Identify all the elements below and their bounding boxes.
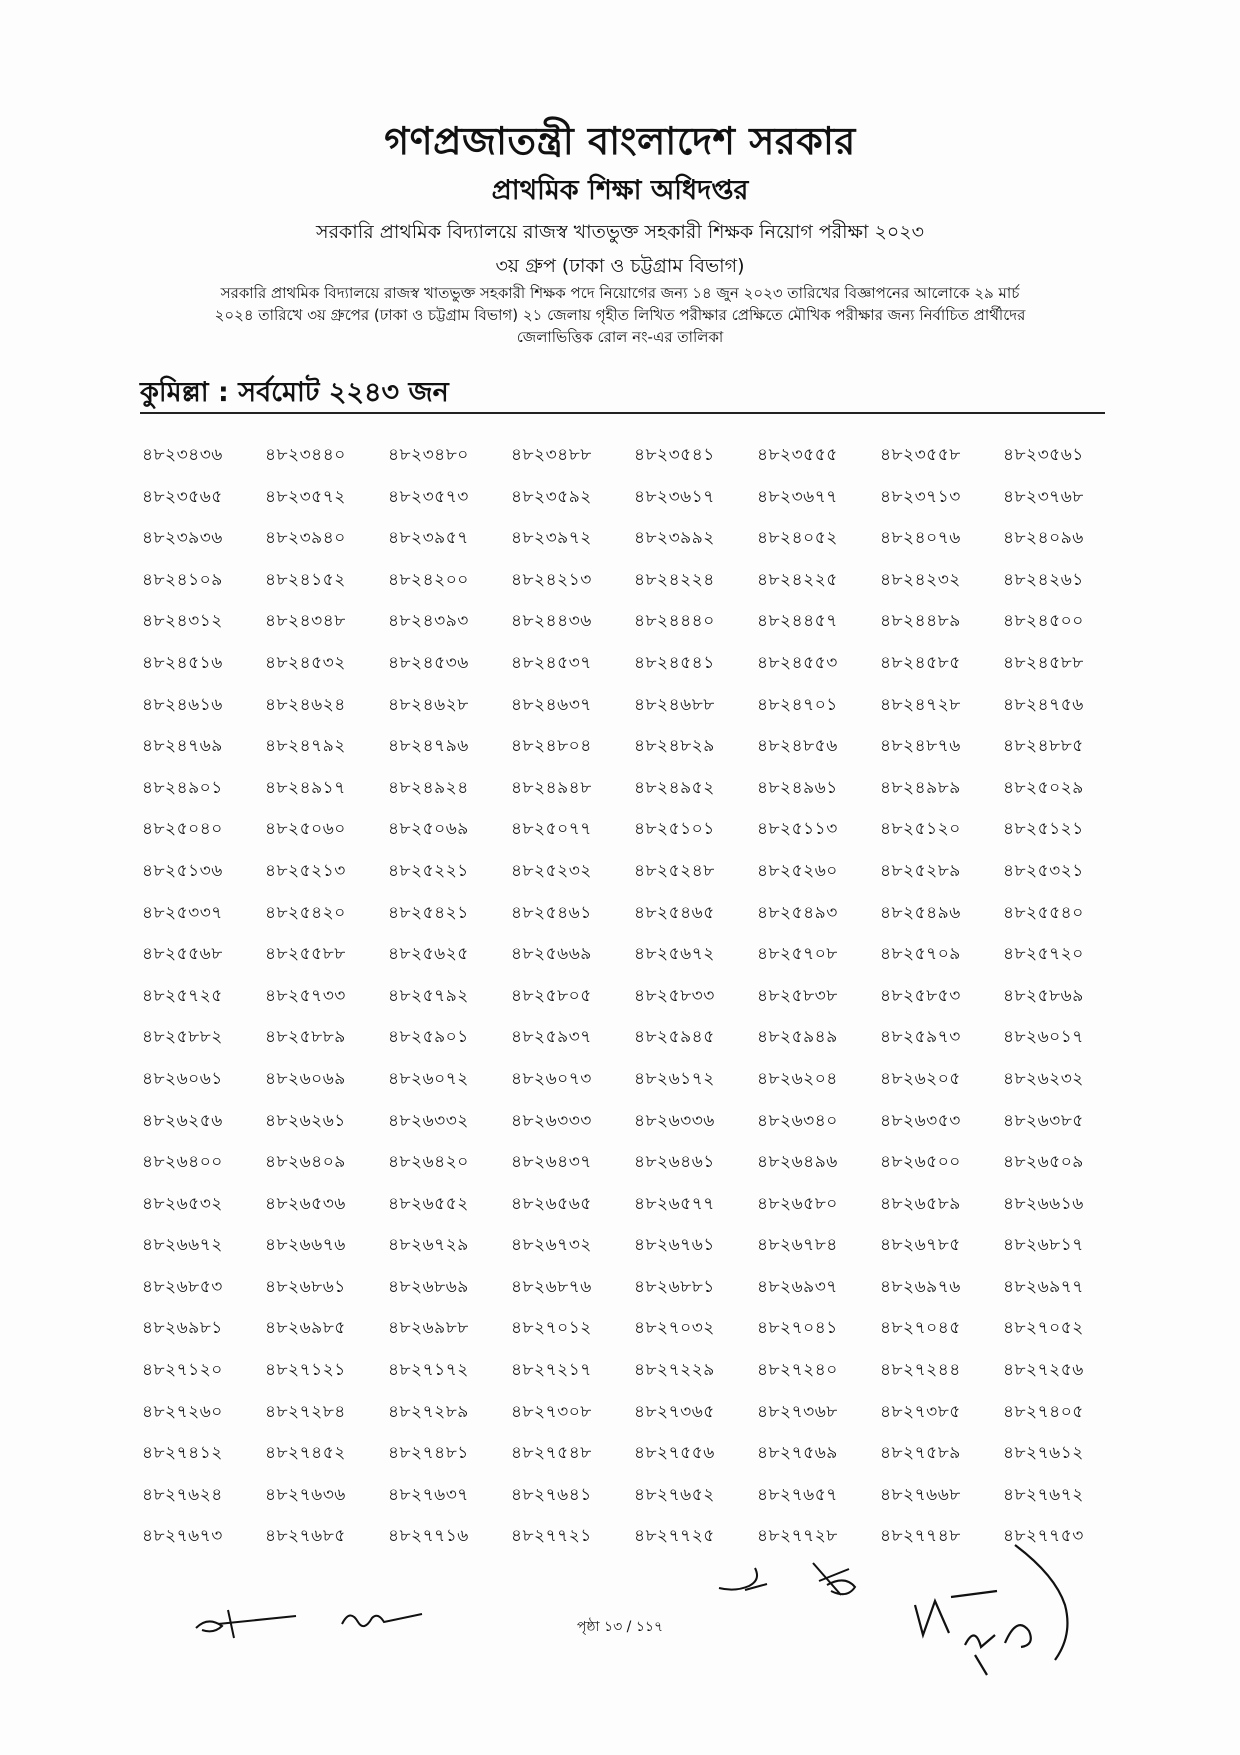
roll-number-cell: ৪৮২৭২৫৬ [1003,1360,1084,1381]
roll-number-cell: ৪৮২৩৭৬৮ [1003,486,1084,507]
department-title: প্রাথমিক শিক্ষা অধিদপ্তর [491,175,749,206]
roll-number-cell: ৪৮২৬৫৩৬ [265,1193,346,1214]
roll-number-cell: ৪৮২৪৫৮৮ [1003,652,1084,673]
roll-number-cell: ৪৮২৪৮৭৬ [880,736,961,757]
roll-number-cell: ৪৮২৭৩৬৮ [757,1401,838,1422]
roll-number-cell: ৪৮২৪৮২৯ [634,736,715,757]
roll-number-cell: ৪৮২৬৩৩৬ [634,1110,715,1131]
roll-number-cell: ৪৮২৬০৬১ [142,1068,223,1089]
roll-number-cell: ৪৮২৪৫৫৩ [757,652,838,673]
page-number: পৃষ্ঠা ১৩ / ১১৭ [576,1619,664,1635]
roll-number-cell: ৪৮২৭৬৩৭ [388,1484,469,1505]
roll-number-cell: ৪৮২৫৭৩৩ [265,985,346,1006]
roll-number-cell: ৪৮২৫৪৬১ [511,902,592,923]
roll-number-cell: ৪৮২৫৯৪৫ [634,1027,715,1048]
roll-number-cell: ৪৮২৪৯৪৮ [511,777,592,798]
signature-4 [805,1555,865,1605]
roll-number-cell: ৪৮২৫৯৩৭ [511,1027,592,1048]
roll-number-cell: ৪৮২৪৬২৪ [265,694,346,715]
roll-number-cell: ৪৮২৬৩৮৫ [1003,1110,1084,1131]
roll-number-cell: ৪৮২৭৪৮১ [388,1443,469,1464]
roll-number-cell: ৪৮২৬০৭২ [388,1068,469,1089]
roll-number-cell: ৪৮২৭৬৮৫ [265,1526,346,1547]
roll-number-cell: ৪৮২৫০২৯ [1003,777,1084,798]
roll-number-cell: ৪৮২৬৮৫৩ [142,1276,223,1297]
roll-number-cell: ৪৮২৩৫৯২ [511,486,592,507]
roll-number-cell: ৪৮২৬৬৭২ [142,1235,223,1256]
roll-number-cell: ৪৮২৫২৪৮ [634,860,715,881]
roll-number-cell: ৪৮২৬৮১৭ [1003,1235,1084,1256]
roll-number-cell: ৪৮২৫১৩৬ [142,860,223,881]
roll-number-cell: ৪৮২৬৫০০ [880,1152,961,1173]
roll-number-cell: ৪৮২৭২৬০ [142,1401,223,1422]
roll-number-cell: ৪৮২৬৪৯৬ [757,1152,838,1173]
roll-number-cell: ৪৮২৭৬৩৬ [265,1484,346,1505]
roll-number-cell: ৪৮২৬৯৩৭ [757,1276,838,1297]
roll-number-cell: ৪৮২৭২৮৪ [265,1401,346,1422]
roll-number-cell: ৪৮২৭৬২৪ [142,1484,223,1505]
roll-number-cell: ৪৮২৬৮৮১ [634,1276,715,1297]
notice-line-2: ২০২৪ তারিখে ৩য় গ্রুপের (ঢাকা ও চট্টগ্রাম বিভাগ) ২১ জেলায় গৃহীত লিখিত পরীক্ষার প্রেক্ষিতে মৌখিক পরীক্ষার জন্য নির্বাচিত প্রার্থীদের [214,306,1026,324]
roll-number-cell: ৪৮২৫৮৬৯ [1003,985,1084,1006]
roll-number-cell: ৪৮২৬৪৬১ [634,1152,715,1173]
roll-number-cell: ৪৮২৪৯৬১ [757,777,838,798]
roll-number-cell: ৪৮২৩৯৪০ [265,528,346,549]
roll-number-cell: ৪৮২৭২৮৯ [388,1401,469,1422]
roll-number-cell: ৪৮২৫৮৩৩ [634,985,715,1006]
roll-number-cell: ৪৮২৫৯৭৩ [880,1027,961,1048]
roll-number-cell: ৪৮২৪৮৫৬ [757,736,838,757]
roll-number-cell: ৪৮২৬৯৭৬ [880,1276,961,1297]
roll-number-cell: ৪৮২৬০৬৯ [265,1068,346,1089]
roll-number-cell: ৪৮২৬৫৮৯ [880,1193,961,1214]
roll-number-cell: ৪৮২৭৭৫৩ [1003,1526,1084,1547]
roll-number-cell: ৪৮২৩৫৫৮ [880,445,961,465]
roll-number-cell: ৪৮২৬৫৩২ [142,1193,223,1214]
roll-number-cell: ৪৮২৫০৪০ [142,819,223,840]
roll-number-cell: ৪৮২৭৪০৫ [1003,1401,1084,1422]
roll-number-cell: ৪৮২৬২০৪ [757,1068,838,1089]
roll-number-cell: ৪৮২৫৪২০ [265,902,346,923]
heading-underline [140,412,1105,414]
roll-number-cell: ৪৮২৭১২০ [142,1360,223,1381]
roll-number-cell: ৪৮২৪২১৩ [511,569,592,590]
roll-number-cell: ৪৮২৪০৫২ [757,528,838,549]
roll-number-cell: ৪৮২৪১৫২ [265,569,346,590]
roll-number-cell: ৪৮২৬৪২০ [388,1152,469,1173]
roll-number-cell: ৪৮২৫১০১ [634,819,715,840]
roll-number-cell: ৪৮২৬৮৬১ [265,1276,346,1297]
roll-number-cell: ৪৮২৫০৬০ [265,819,346,840]
roll-number-cell: ৪৮২৫৮৩৮ [757,985,838,1006]
roll-number-cell: ৪৮২৬৭৬১ [634,1235,715,1256]
roll-number-cell: ৪৮২৫৭০৮ [757,944,838,965]
roll-number-cell: ৪৮২৪৭৯৬ [388,736,469,757]
roll-number-cell: ৪৮২৭২১৭ [511,1360,592,1381]
roll-number-cell: ৪৮২৭৭১৬ [388,1526,469,1547]
roll-number-cell: ৪৮২৪৭৫৬ [1003,694,1084,715]
roll-number-cell: ৪৮২৪৫৩২ [265,652,346,673]
roll-number-cell: ৪৮২৫১২১ [1003,819,1084,840]
roll-number-cell: ৪৮২৭৩৮৫ [880,1401,961,1422]
roll-number-cell: ৪৮২৬৬১৬ [1003,1193,1084,1214]
roll-number-cell: ৪৮২৫৬৭২ [634,944,715,965]
roll-number-cell: ৪৮২৪৭৬৯ [142,736,223,757]
roll-number-cell: ৪৮২৬৯৮৮ [388,1318,469,1339]
roll-number-cell: ৪৮২৩৬৭৭ [757,486,838,507]
roll-number-cell: ৪৮২৭০৩২ [634,1318,715,1339]
roll-number-cell: ৪৮২৬৫৭৭ [634,1193,715,1214]
roll-number-cell: ৪৮২৬৮৭৬ [511,1276,592,1297]
roll-number-cell: ৪৮২৪২৬১ [1003,569,1084,590]
roll-number-cell: ৪৮২৫২৮৯ [880,860,961,881]
roll-number-cell: ৪৮২৫৮৮২ [142,1027,223,1048]
roll-number-cell: ৪৮২৭৪৫২ [265,1443,346,1464]
roll-number-cell: ৪৮২৫৫৬৮ [142,944,223,965]
roll-number-cell: ৪৮২৪৬১৬ [142,694,223,715]
roll-number-cell: ৪৮২৪২০০ [388,569,469,590]
roll-number-cell: ৪৮২৩৭১৩ [880,486,961,507]
signature-5 [905,1535,1080,1685]
roll-number-cell: ৪৮২৪৪৩৬ [511,611,592,632]
roll-number-cell: ৪৮২৬৭৮৪ [757,1235,838,1256]
roll-number-cell: ৪৮২৭০১২ [511,1318,592,1339]
roll-number-cell: ৪৮২৪৫০০ [1003,611,1084,632]
roll-number-cell: ৪৮২৬১৭২ [634,1068,715,1089]
roll-number-cell: ৪৮২৫৫৮৮ [265,944,346,965]
roll-number-cell: ৪৮২৪০৭৬ [880,528,961,549]
notice-text [140,282,1100,348]
roll-number-cell: ৪৮২৭১৭২ [388,1360,469,1381]
roll-number-cell: ৪৮২৪৫১৬ [142,652,223,673]
roll-number-cell: ৪৮২৬৭৩২ [511,1235,592,1256]
roll-number-cell: ৪৮২৭১২১ [265,1360,346,1381]
roll-number-cell: ৪৮২৬২০৫ [880,1068,961,1089]
roll-number-cell: ৪৮২৩৫৭৩ [388,486,469,507]
roll-number-cell: ৪৮২৫৩২১ [1003,860,1084,881]
roll-number-cell: ৪৮২৪৫৪১ [634,652,715,673]
notice-line-3: জেলাভিত্তিক রোল নং-এর তালিকা [516,328,724,346]
roll-number-cell: ৪৮২৬৫৮০ [757,1193,838,1214]
roll-number-cell: ৪৮২৫০৭৭ [511,819,592,840]
roll-number-cell: ৪৮২৭৭২৮ [757,1526,838,1547]
roll-number-cell: ৪৮২৩৯৫৭ [388,528,469,549]
roll-number-cell: ৪৮২৫৭২৫ [142,985,223,1006]
roll-number-cell: ৪৮২৫৯৪৯ [757,1027,838,1048]
roll-number-cell: ৪৮২৫৭০৯ [880,944,961,965]
roll-number-cell: ৪৮২৭৫৮৯ [880,1443,961,1464]
roll-number-cell: ৪৮২৪৭৯২ [265,736,346,757]
roll-number-cell: ৪৮২৬৬৭৬ [265,1235,346,1256]
roll-number-cell: ৪৮২৫৬৬৯ [511,944,592,965]
roll-number-cell: ৪৮২৬৪৩৭ [511,1152,592,1173]
roll-number-cell: ৪৮২৭০৪১ [757,1318,838,1339]
roll-number-cell: ৪৮২৫৯০১ [388,1027,469,1048]
roll-number-cell: ৪৮২৭৭২১ [511,1526,592,1547]
roll-number-cell: ৪৮২৬৩৩৩ [511,1110,592,1131]
roll-number-cell: ৪৮২৩৫৪১ [634,445,715,465]
roll-number-cell: ৪৮২৭৫৫৬ [634,1443,715,1464]
roll-number-cell: ৪৮২৫২৩২ [511,860,592,881]
roll-number-cell: ৪৮২৩৪৩৬ [142,445,223,465]
roll-number-cell: ৪৮২৬৯৭৭ [1003,1276,1084,1297]
roll-number-cell: ৪৮২৭৫৪৮ [511,1443,592,1464]
roll-number-cell: ৪৮২৫৮৫৩ [880,985,961,1006]
roll-number-cell: ৪৮২৪৯৮৯ [880,777,961,798]
roll-number-cell: ৪৮২৪৩১২ [142,611,223,632]
roll-number-cell: ৪৮২৩৪৮০ [388,445,469,465]
notice-line-1: সরকারি প্রাথমিক বিদ্যালয়ে রাজস্ব খাতভুক্ত সহকারী শিক্ষক পদে নিয়োগের জন্য ১৪ জুন ২০২৩ তারিখের বিজ্ঞাপনের আলোকে ২৯ মার্চ [220,284,1020,302]
roll-number-cell: ৪৮২৬৫০৯ [1003,1152,1084,1173]
roll-number-cell: ৪৮২৪৪৫৭ [757,611,838,632]
roll-number-cell: ৪৮২৭০৫২ [1003,1318,1084,1339]
roll-number-cell: ৪৮২৬০১৭ [1003,1027,1084,1048]
roll-number-cell: ৪৮২৬৯৮৫ [265,1318,346,1339]
roll-number-cell: ৪৮২৫১২০ [880,819,961,840]
roll-number-cell: ৪৮২৪২৩২ [880,569,961,590]
roll-number-cell: ৪৮২৪৭২৮ [880,694,961,715]
roll-number-cell: ৪৮২৩৯৭২ [511,528,592,549]
roll-number-cell: ৪৮২৫০৬৯ [388,819,469,840]
roll-number-cell: ৪৮২৭২২৯ [634,1360,715,1381]
roll-number-cell: ৪৮২৫৭২০ [1003,944,1084,965]
roll-number-cell: ৪৮২৫২৬০ [757,860,838,881]
roll-number-cell: ৪৮২৫৩৩৭ [142,902,223,923]
district-heading: কুমিল্লা : সর্বমোট ২২৪৩ জন [140,377,449,408]
roll-number-cell: ৪৮২৭৭২৫ [634,1526,715,1547]
roll-number-cell: ৪৮২৪৬৮৮ [634,694,715,715]
roll-number-cell: ৪৮২৭৩০৮ [511,1401,592,1422]
roll-number-cell: ৪৮২৪৯০১ [142,777,223,798]
roll-number-cell: ৪৮২৪৪৮৯ [880,611,961,632]
roll-number-cell: ৪৮২৪৫৮৫ [880,652,961,673]
roll-number-cell: ৪৮২৭৬৪১ [511,1484,592,1505]
roll-number-cell: ৪৮২৪৯৫২ [634,777,715,798]
roll-number-cell: ৪৮২৫২২১ [388,860,469,881]
roll-number-cell: ৪৮২৫৮৮৯ [265,1027,346,1048]
roll-number-cell: ৪৮২৭২৪০ [757,1360,838,1381]
roll-number-cell: ৪৮২৬৫৫২ [388,1193,469,1214]
roll-number-cell: ৪৮২৬৪০০ [142,1152,223,1173]
roll-number-cell: ৪৮২৪৯২৪ [388,777,469,798]
roll-number-cell: ৪৮২৪৩৪৮ [265,611,346,632]
signature-3 [715,1560,775,1600]
roll-number-cell: ৪৮২৬৭৮৫ [880,1235,961,1256]
roll-number-cell: ৪৮২৫৭৯২ [388,985,469,1006]
roll-number-cell: ৪৮২৪৫৩৬ [388,652,469,673]
roll-number-cell: ৪৮২৬২৩২ [1003,1068,1084,1089]
roll-number-cell: ৪৮২৭৬৫৭ [757,1484,838,1505]
roll-number-cell: ৪৮২৬৮৬৯ [388,1276,469,1297]
roll-number-cell: ৪৮২৭৩৬৫ [634,1401,715,1422]
roll-number-cell: ৪৮২৪০৯৬ [1003,528,1084,549]
roll-number-cell: ৪৮২৫২১৩ [265,860,346,881]
roll-number-cell: ৪৮২৪১০৯ [142,569,223,590]
roll-number-cell: ৪৮২৬২৫৬ [142,1110,223,1131]
roll-number-cell: ৪৮২৫৪৯৩ [757,902,838,923]
roll-number-cell: ৪৮২৫৪৯৬ [880,902,961,923]
roll-number-cell: ৪৮২৪৩৯৩ [388,611,469,632]
roll-number-cell: ৪৮২৩৬১৭ [634,486,715,507]
roll-number-cell: ৪৮২৭৫৬৯ [757,1443,838,1464]
roll-number-cell: ৪৮২৩৫৬৫ [142,486,223,507]
roll-number-cell: ৪৮২৪৮০৪ [511,736,592,757]
roll-number-cell: ৪৮২৫৪২১ [388,902,469,923]
roll-number-cell: ৪৮২৬৭২৯ [388,1235,469,1256]
group-title: ৩য় গ্রুপ (ঢাকা ও চট্টগ্রাম বিভাগ) [495,255,745,277]
roll-number-cell: ৪৮২৪৮৮৫ [1003,736,1084,757]
roll-number-cell: ৪৮২৫৬২৫ [388,944,469,965]
roll-number-cell: ৪৮২৪৬৩৭ [511,694,592,715]
government-title: গণপ্রজাতন্ত্রী বাংলাদেশ সরকার [384,119,856,163]
roll-number-cell: ৪৮২৭৬৬৮ [880,1484,961,1505]
exam-title: সরকারি প্রাথমিক বিদ্যালয়ে রাজস্ব খাতভুক্ত সহকারী শিক্ষক নিয়োগ পরীক্ষা ২০২৩ [316,221,924,243]
roll-number-cell: ৪৮২৪২২৫ [757,569,838,590]
roll-number-cell: ৪৮২৩৫৬১ [1003,445,1084,465]
roll-number-cell: ৪৮২৭৬৫২ [634,1484,715,1505]
roll-number-cell: ৪৮২৭৭৪৮ [880,1526,961,1547]
roll-number-cell: ৪৮২৬৩৪০ [757,1110,838,1131]
roll-number-cell: ৪৮২৪৬২৮ [388,694,469,715]
roll-number-cell: ৪৮২৩৪৪০ [265,445,346,465]
roll-number-cell: ৪৮২৫৮০৫ [511,985,592,1006]
roll-number-cell: ৪৮২৭২৪৪ [880,1360,961,1381]
roll-number-cell: ৪৮২৩৪৮৮ [511,445,592,465]
roll-number-cell: ৪৮২৬৩৫৩ [880,1110,961,1131]
roll-number-cell: ৪৮২৭০৪৫ [880,1318,961,1339]
roll-number-cell: ৪৮২৪৭০১ [757,694,838,715]
roll-number-cell: ৪৮২৫৪৬৫ [634,902,715,923]
roll-number-cell: ৪৮২৬৫৬৫ [511,1193,592,1214]
roll-number-cell: ৪৮২৫১১৩ [757,819,838,840]
roll-number-cell: ৪৮২৭৬১২ [1003,1443,1084,1464]
roll-number-cell: ৪৮২৭৬৭২ [1003,1484,1084,1505]
roll-number-cell: ৪৮২৪৯১৭ [265,777,346,798]
roll-number-cell: ৪৮২৩৯৩৬ [142,528,223,549]
roll-number-cell: ৪৮২৩৫৫৫ [757,445,838,465]
roll-number-cell: ৪৮২৩৫৭২ [265,486,346,507]
roll-number-cell: ৪৮২৬৯৮১ [142,1318,223,1339]
roll-number-cell: ৪৮২৩৯৯২ [634,528,715,549]
roll-number-cell: ৪৮২৬৩৩২ [388,1110,469,1131]
roll-number-cell: ৪৮২৬০৭৩ [511,1068,592,1089]
roll-number-table [132,442,1116,1565]
roll-number-cell: ৪৮২৬৪০৯ [265,1152,346,1173]
roll-number-cell: ৪৮২৪২২৪ [634,569,715,590]
roll-number-cell: ৪৮২৫৫৪০ [1003,902,1084,923]
roll-number-cell: ৪৮২৬২৬১ [265,1110,346,1131]
roll-number-cell: ৪৮২৭৬৭৩ [142,1526,223,1547]
roll-number-cell: ৪৮২৪৪৪০ [634,611,715,632]
roll-number-cell: ৪৮২৪৫৩৭ [511,652,592,673]
roll-number-cell: ৪৮২৭৪১২ [142,1443,223,1464]
